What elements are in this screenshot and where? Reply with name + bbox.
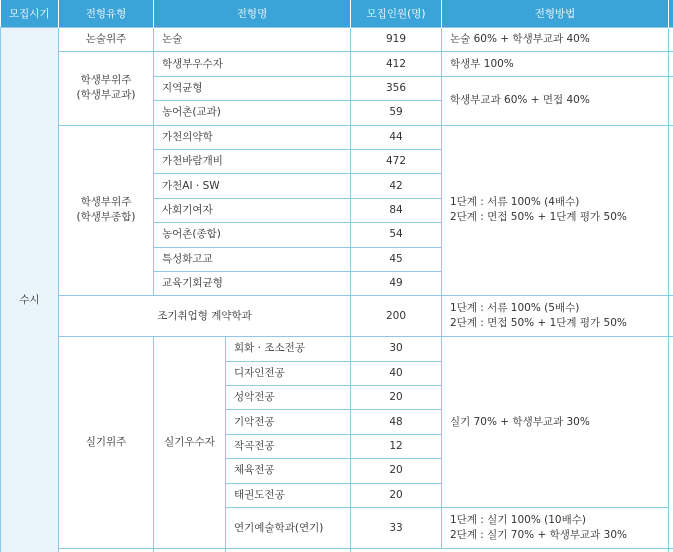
program-count: 45: [351, 247, 442, 271]
program-count: 356: [351, 76, 442, 100]
program-name: 디자인전공: [226, 361, 351, 385]
method-line: 1단계 : 실기 100% (10배수): [450, 514, 586, 527]
program-name: 교육기회균형: [154, 271, 351, 295]
program-name: 태권도전공: [226, 483, 351, 507]
type-cell: 실기위주: [59, 337, 154, 549]
extra-cell: [669, 296, 673, 337]
program-count: 40: [351, 361, 442, 385]
type-line: (학생부종합): [76, 211, 136, 224]
type-line: (학생부교과): [76, 89, 136, 102]
method-cell: [442, 296, 669, 337]
method-cell: 학생부교과 60% + 면접 40%: [442, 76, 669, 125]
extra-cell: [669, 28, 673, 52]
program-count: 49: [351, 271, 442, 295]
method-line: 1단계 : 서류 100% (4배수): [450, 196, 580, 209]
method-line: 2단계 : 면접 50% + 1단계 평가 50%: [450, 317, 627, 330]
subtype-cell: 실기우수자: [154, 337, 226, 549]
program-count: 412: [351, 52, 442, 76]
header-row: [1, 0, 673, 28]
program-name: 가천AI · SW: [154, 174, 351, 198]
program-count: 44: [351, 125, 442, 149]
program-count: 48: [351, 410, 442, 434]
program-name: 논술: [154, 28, 351, 52]
table-row: [1, 52, 673, 76]
method-line: 1단계 : 서류 100% (5배수): [450, 302, 580, 315]
type-cell: [59, 125, 154, 296]
extra-cell: [669, 337, 673, 549]
method-cell: [442, 508, 669, 549]
program-name: 학생부우수자: [154, 52, 351, 76]
type-cell: 논술위주: [59, 28, 154, 52]
extra-cell: [669, 76, 673, 125]
header-season: 모집시기: [1, 0, 59, 28]
table-row: [1, 28, 673, 52]
program-count: 42: [351, 174, 442, 198]
program-count: 33: [351, 508, 442, 549]
program-name: 지역균형: [154, 76, 351, 100]
program-count: 472: [351, 149, 442, 173]
header-count: 모집인원(명): [351, 0, 442, 28]
method-cell: [442, 125, 669, 296]
program-name: 회화 · 조소전공: [226, 337, 351, 361]
table-row: [1, 296, 673, 337]
program-count: 200: [351, 296, 442, 337]
method-line: 2단계 : 실기 70% + 학생부교과 30%: [450, 529, 628, 542]
type-cell: [59, 52, 154, 125]
program-count: 20: [351, 386, 442, 410]
program-count: 54: [351, 223, 442, 247]
program-count: 919: [351, 28, 442, 52]
empty-cell: [154, 549, 226, 552]
program-name: 가천의약학: [154, 125, 351, 149]
empty-cell: [59, 549, 154, 552]
program-name: 농어촌(종합): [154, 223, 351, 247]
type-line: 학생부위주: [80, 196, 132, 209]
program-name: 연기예술학과(연기): [226, 508, 351, 549]
header-name: 전형명: [154, 0, 351, 28]
program-name: 체육전공: [226, 459, 351, 483]
program-name: 특성화고교: [154, 247, 351, 271]
table-row: [1, 549, 673, 552]
header-method: 전형방법: [442, 0, 669, 28]
program-name: 기악전공: [226, 410, 351, 434]
extra-cell: [669, 52, 673, 76]
program-name: 성악전공: [226, 386, 351, 410]
program-name: 농어촌(교과): [154, 101, 351, 125]
program-count: 30: [351, 337, 442, 361]
empty-cell: [226, 549, 351, 552]
table-row: [1, 337, 673, 361]
method-cell: 실기 70% + 학생부교과 30%: [442, 337, 669, 508]
program-count: 20: [351, 483, 442, 507]
extra-cell: [669, 125, 673, 296]
type-line: 학생부위주: [80, 74, 132, 87]
method-cell: 논술 60% + 학생부교과 40%: [442, 28, 669, 52]
table-row: [1, 125, 673, 149]
method-cell: 학생부 100%: [442, 52, 669, 76]
program-name: 사회기여자: [154, 198, 351, 222]
program-name: 작곡전공: [226, 434, 351, 458]
empty-cell: [351, 549, 669, 552]
program-count: 59: [351, 101, 442, 125]
season-cell: 수시: [1, 28, 59, 552]
program-count: 20: [351, 459, 442, 483]
empty-cell: [669, 549, 673, 552]
header-extra: [669, 0, 673, 28]
method-line: 2단계 : 면접 50% + 1단계 평가 50%: [450, 211, 627, 224]
program-name: 가천바람개비: [154, 149, 351, 173]
program-count: 84: [351, 198, 442, 222]
header-type: 전형유형: [59, 0, 154, 28]
program-count: 12: [351, 434, 442, 458]
program-name: 조기취업형 계약학과: [59, 296, 351, 337]
